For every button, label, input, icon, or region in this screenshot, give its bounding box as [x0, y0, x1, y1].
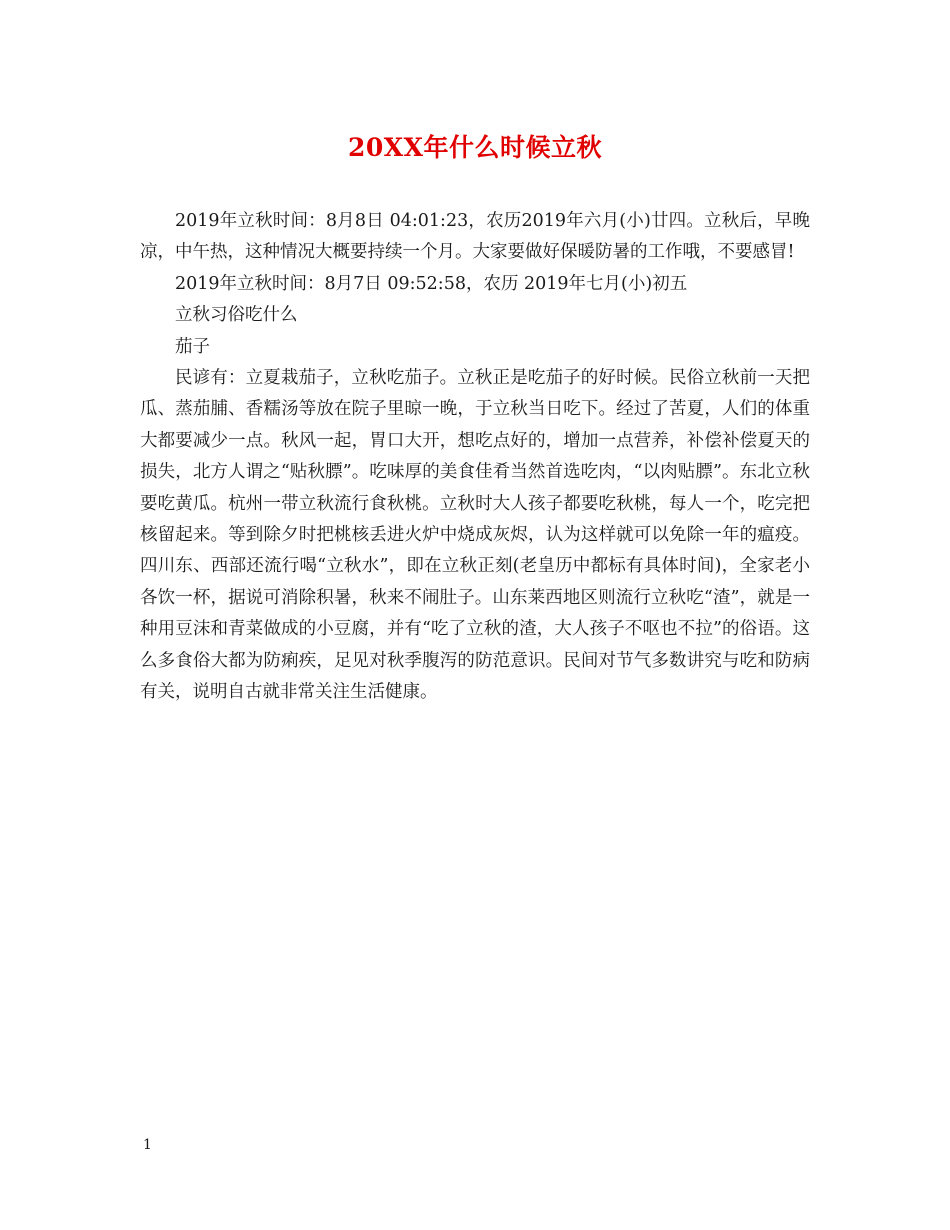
- paragraph-lichun-time-2019-aug7: 2019年立秋时间：8月7日 09:52:58，农历 2019年七月(小)初五: [175, 273, 688, 294]
- section-heading-customs: 立秋习俗吃什么: [175, 305, 298, 326]
- page-title: 20XX年什么时候立秋: [347, 133, 603, 162]
- paragraph-customs-detail: 民谚有：立夏栽茄子，立秋吃茄子。立秋正是吃茄子的好时候。民俗立秋前一天把瓜、蒸茄脯、香糯汤等放在院子里晾一晚，于立秋当日吃下。经过了苦夏，人们的体重大都要减少一点。秋风一起，胃口大开，想吃点好的，增加一点营养，补偿补偿夏天的损失，北方人谓之“贴秋膘”。吃味厚的美食佳肴当然首选吃肉，“以肉贴膘”。东北立秋要吃黄瓜。杭州一带立秋流行食秋桃。立秋时大人孩子都要吃秋桃，每人一个，吃完把核留起来。等到除夕时把桃核丢进火炉中烧成灰烬，认为这样就可以免除一年的瘟疫。四川东、西部还流行喝“立秋水”，即在立秋正刻(老皇历中都标有具体时间)，全家老小各饮一杯，据说可消除积暑，秋来不闹肚子。山东莱西地区则流行立秋吃“渣”，就是一种用豆沫和青菜做成的小豆腐，并有“吃了立秋的渣，大人孩子不呕也不拉”的俗语。这么多食俗大都为防痢疾，足见对秋季腹泻的防范意识。民间对节气多数讲究与吃和防病有关，说明自古就非常关注生活健康。: [140, 368, 810, 703]
- subheading-eggplant: 茄子: [175, 336, 210, 357]
- paragraph-lichun-time-2019-aug8: 2019年立秋时间：8月8日 04:01:23，农历2019年六月(小)廿四。立秋后，早晚凉，中午热，这种情况大概要持续一个月。大家要做好保暖防暑的工作哦，不要感冒!: [140, 211, 810, 263]
- document-body: [140, 206, 810, 709]
- page-number: 1: [143, 1137, 152, 1153]
